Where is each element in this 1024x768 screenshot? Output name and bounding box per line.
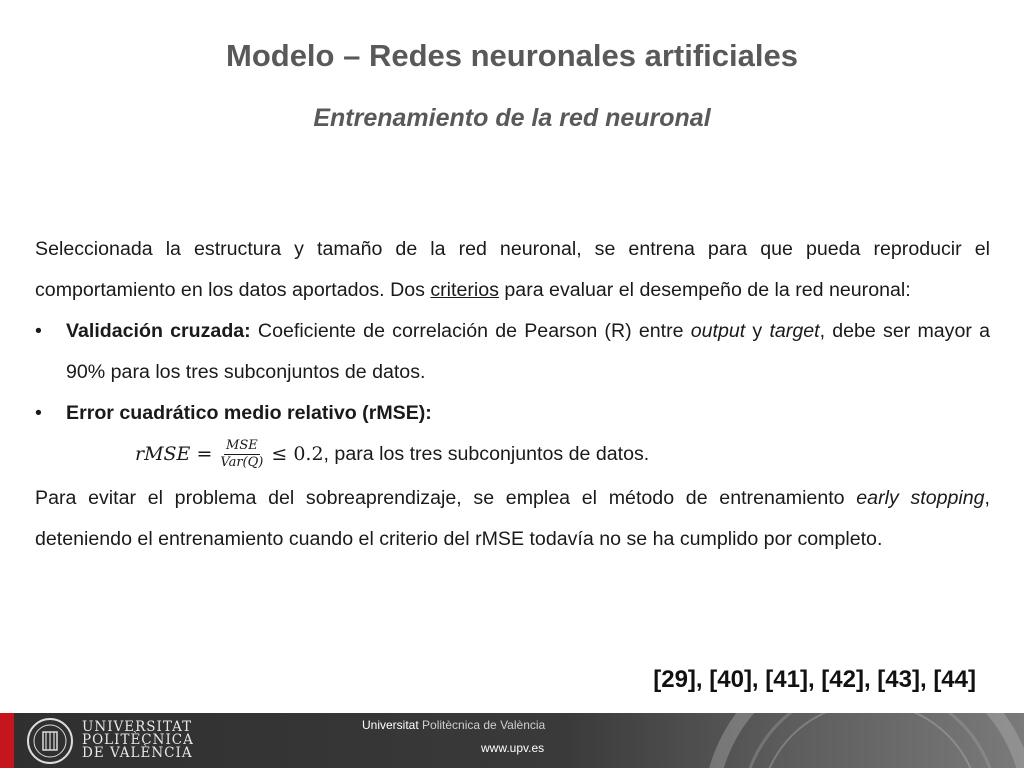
logo-line: POLITÈCNICA [82,732,194,748]
formula-rhs: ≤ 0.2 [271,442,324,465]
footer-url-link[interactable]: www.upv.es [481,741,545,755]
slide-subtitle: Entrenamiento de la red neuronal [313,104,711,132]
slide-body [35,229,990,560]
criteria-list [35,311,990,434]
bullet-heading: Error cuadrático medio relativo (rMSE): [66,402,432,424]
bullet-icon: • [35,320,42,342]
bullet-heading: Validación cruzada: [66,320,251,342]
closing-paragraph [35,478,990,560]
footer-university-name [362,718,545,732]
intro-text: Seleccionada la estructura y tamaño de la red neuronal, se entrena para que pueda reproducir el comportamiento en los datos aportados. Dos [35,238,990,301]
university-logo-text [82,721,194,760]
criterios-link: criterios [430,279,499,301]
logo-line: DE VALÈNCIA [82,745,193,761]
bullet-text: , debe ser mayor a 90% para los tres subconjuntos de datos. [66,320,991,383]
slide-title: Modelo – Redes neuronales artificiales [226,38,798,73]
bullet-text: y [745,320,770,342]
footer-accent-stripe [0,713,14,768]
footer-name-strong: Universitat [362,718,419,732]
bullet-emphasis: target [769,320,820,342]
list-item [35,393,990,434]
formula-denominator: Var(Q) [220,454,264,470]
intro-paragraph [35,229,990,311]
formula-fraction [218,438,265,471]
background-seal-watermark [700,713,1024,768]
closing-text: Para evitar el problema del sobreaprendizaje, se emplea el método de entrenamiento [35,487,857,509]
list-item [35,311,990,393]
footer-name-rest: Politècnica de València [418,718,546,732]
formula-suffix: , para los tres subconjuntos de datos. [323,442,650,465]
bullet-text: Coeficiente de correlación de Pearson (R) entre [250,320,691,342]
university-seal-icon [26,717,74,765]
intro-text-end: para evaluar el desempeño de la red neuronal: [498,279,911,301]
formula-numerator: MSE [226,437,258,453]
logo-line: UNIVERSITAT [82,719,193,735]
references: [29], [40], [41], [42], [43], [44] [653,666,976,693]
footer-bar [0,713,1024,768]
bullet-icon: • [35,402,42,424]
closing-text-end: , deteniendo el entrenamiento cuando el criterio del rMSE todavía no se ha cumplido por completo. [35,487,990,550]
closing-emphasis: early stopping [856,487,985,509]
rmse-formula [35,430,990,478]
bullet-emphasis: output [690,320,746,342]
formula-lhs: rMSE = [135,442,213,465]
